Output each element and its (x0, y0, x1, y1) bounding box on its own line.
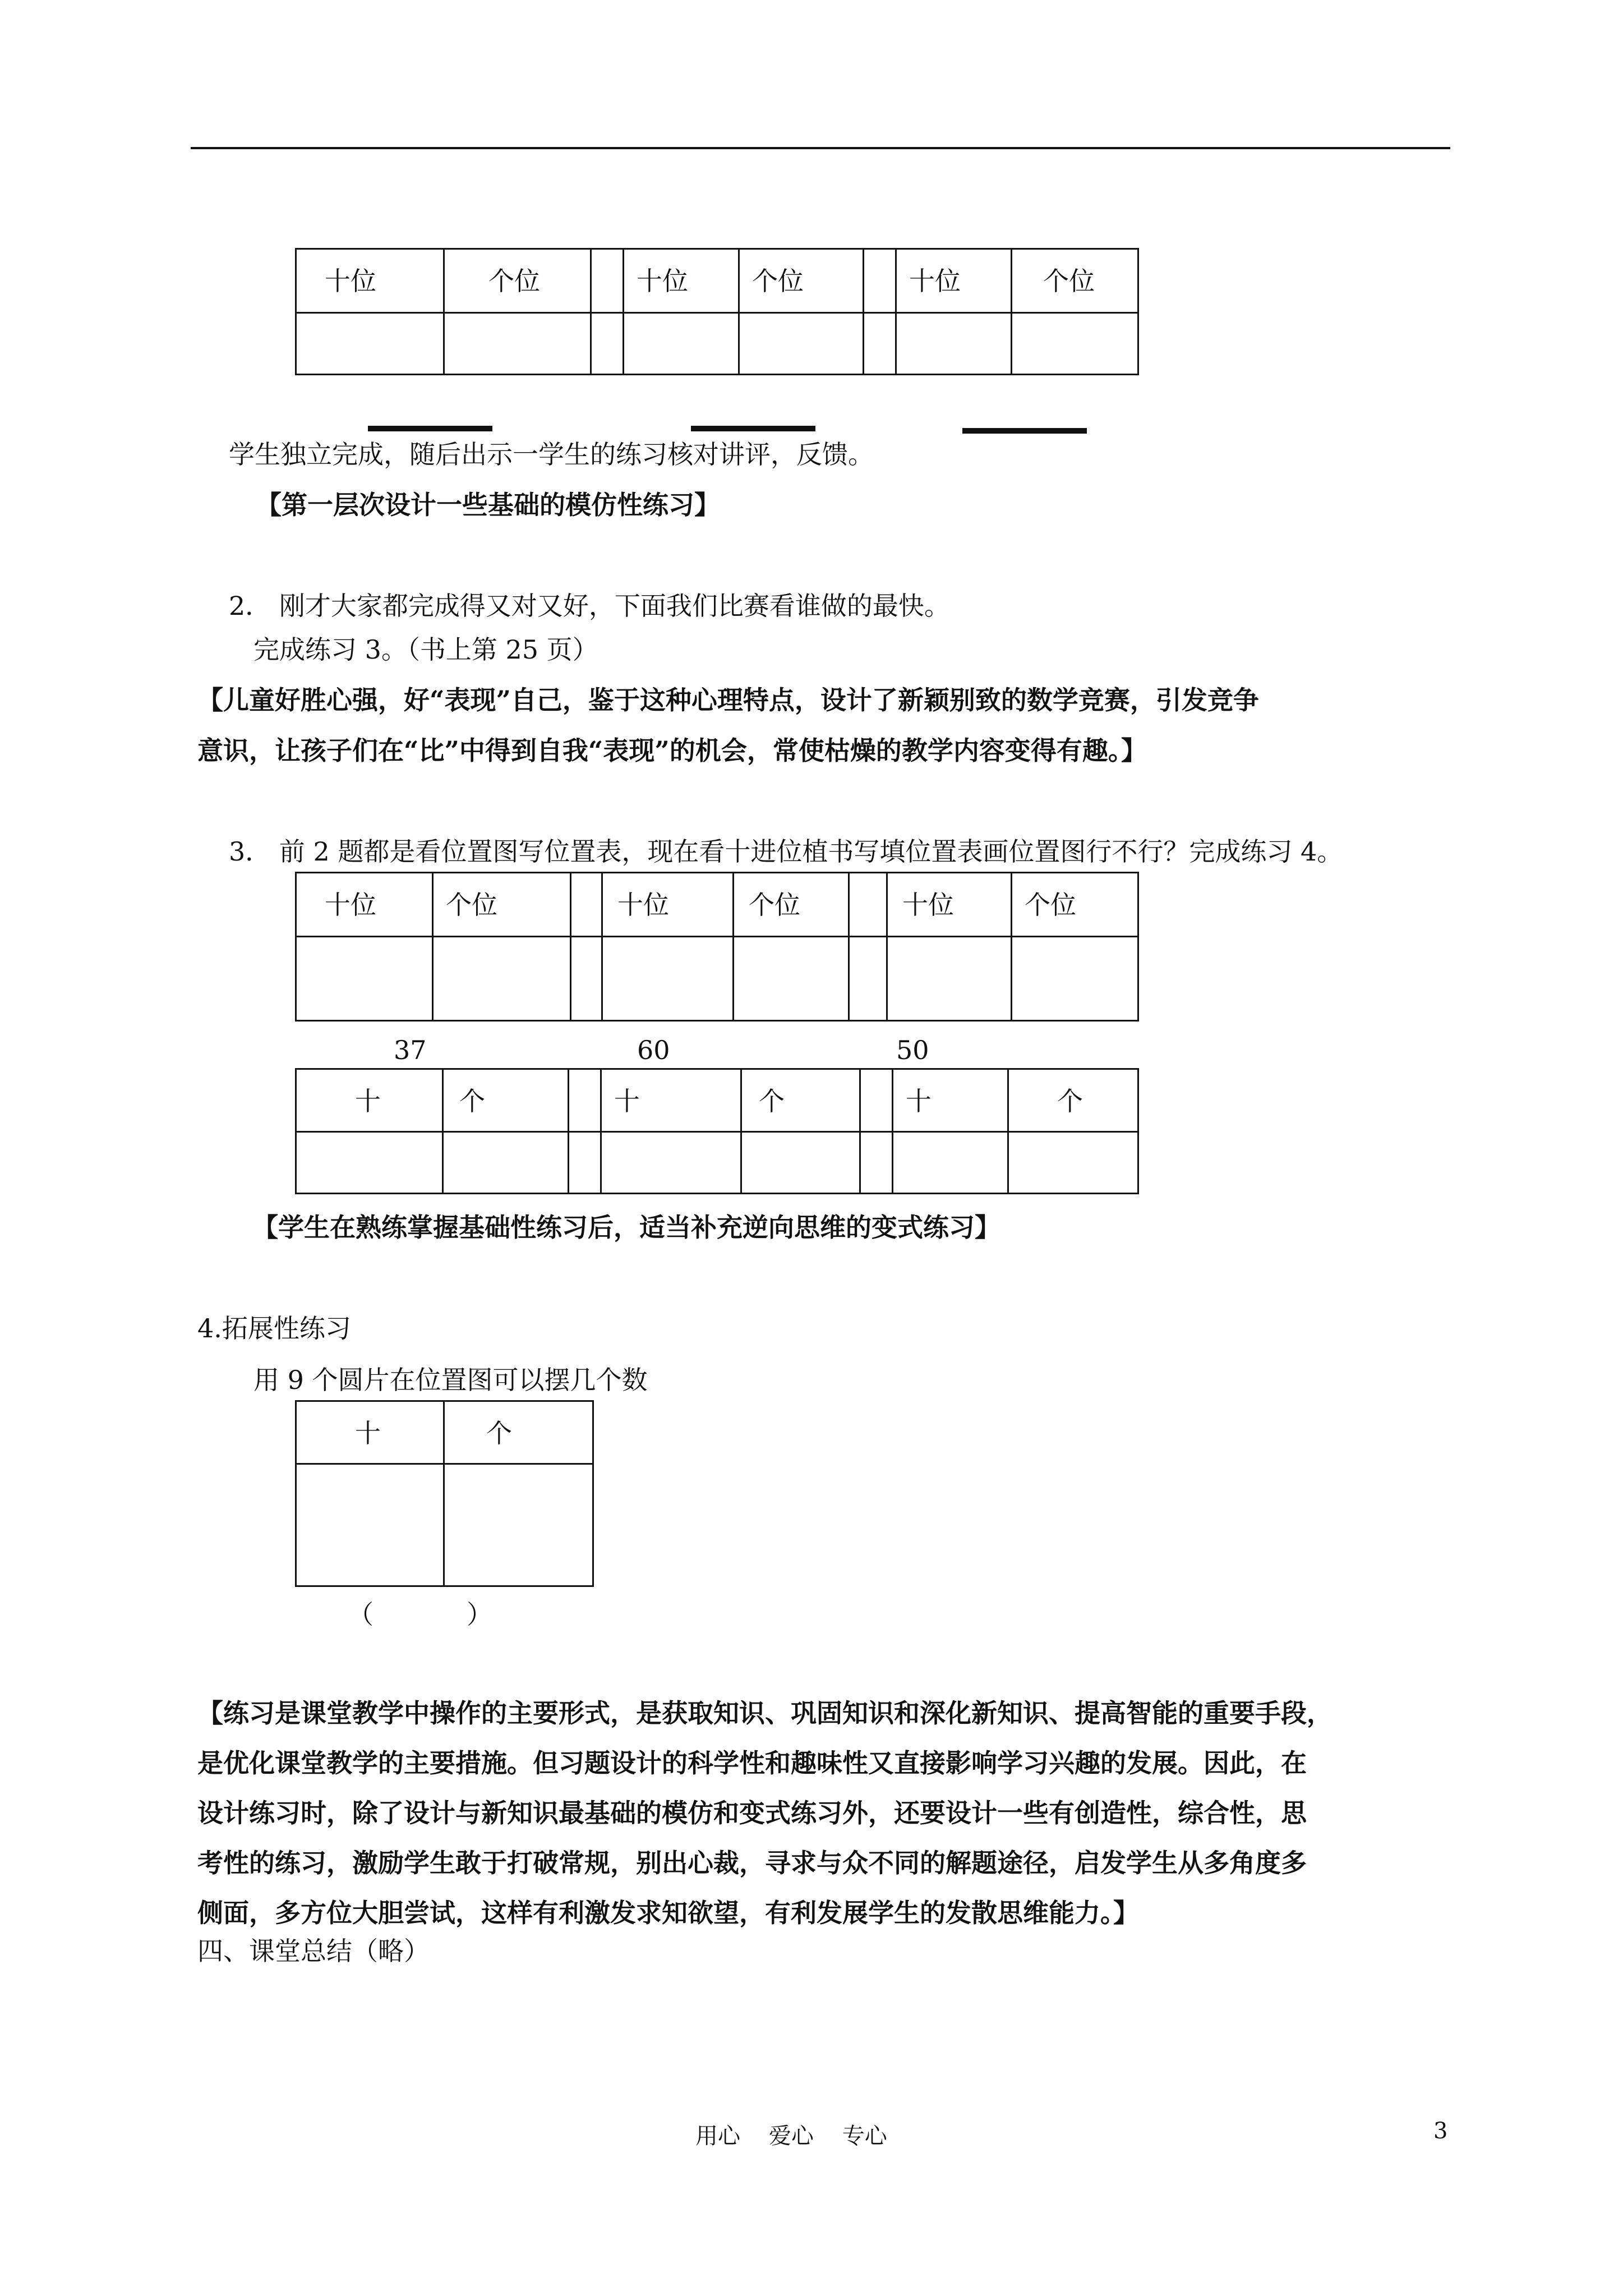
table-header-cell: 十位 (887, 873, 1012, 937)
table-divider-cell (571, 873, 602, 937)
table-empty-cell (296, 313, 444, 375)
table-empty-cell (893, 1132, 1008, 1194)
answer-blank-bar (368, 426, 492, 431)
table-empty-cell (624, 313, 739, 375)
teaching-note: 【学生在熟练掌握基础性练习后，适当补充逆向思维的变式练习】 (252, 1212, 1000, 1243)
table-header-cell: 个位 (1012, 873, 1138, 937)
footer-motto: 用心 爱心 专心 (695, 2123, 887, 2149)
table-empty-cell (296, 1464, 444, 1586)
answer-blank-bar (691, 426, 815, 431)
note-line: 【练习是课堂教学中操作的主要形式，是获取知识、巩固知识和深化新知识、提高智能的重要手段， (197, 1698, 1332, 1728)
table-header-cell: 个位 (734, 873, 849, 937)
place-value-table-3 (295, 1068, 1139, 1194)
number-label: 60 (637, 1035, 670, 1065)
table-empty-cell (296, 1132, 443, 1194)
note-line: 是优化课堂教学的主要措施。但习题设计的科学性和趣味性又直接影响学习兴趣的发展。因此，在 (197, 1748, 1307, 1778)
table-empty-cell (1008, 1132, 1138, 1194)
note-line: 设计练习时，除了设计与新知识最基础的模仿和变式练习外，还要设计一些有创造性，综合性，思 (197, 1798, 1307, 1828)
table-empty-cell (1012, 313, 1138, 375)
table-empty-cell (433, 937, 571, 1021)
table-empty-cell (601, 1132, 741, 1194)
teaching-note: 意识，让孩子们在“比”中得到自我“表现”的机会，常使枯燥的教学内容变得有趣。】 (197, 735, 1147, 766)
table-header-cell: 十位 (296, 873, 433, 937)
table-divider-cell (849, 873, 887, 937)
table-divider-cell (571, 937, 602, 1021)
table-divider-cell (864, 313, 896, 375)
table-header-cell: 个 (444, 1401, 593, 1464)
note-line: 侧面，多方位大胆尝试，这样有利激发求知欲望，有利发展学生的发散思维能力。】 (197, 1898, 1139, 1928)
table-divider-cell (591, 249, 624, 313)
place-value-table-2 (295, 872, 1139, 1022)
table-divider-cell (591, 313, 624, 375)
answer-paren-close: ） (467, 1599, 492, 1630)
table-empty-cell (602, 937, 734, 1021)
header-rule (191, 147, 1450, 149)
place-value-table-4 (295, 1400, 594, 1587)
table-empty-cell (296, 937, 433, 1021)
table-empty-cell (734, 937, 849, 1021)
table-empty-cell (739, 313, 864, 375)
exercise-2: 2． 刚才大家都完成得又对又好，下面我们比赛看谁做的最快。 (229, 591, 950, 621)
table-header-cell: 十 (601, 1069, 741, 1132)
exercise-3: 3． 前 2 题都是看位置图写位置表，现在看十进位植书写填位置表画位置图行不行？完成练习 4。 (229, 836, 1343, 867)
table-empty-cell (443, 1132, 569, 1194)
table-header-cell: 个位 (1012, 249, 1138, 313)
place-value-table-1 (295, 248, 1139, 375)
table-header-cell: 十 (893, 1069, 1008, 1132)
page-number: 3 (1433, 2118, 1448, 2144)
exercise-2-detail: 完成练习 3。（书上第 25 页） (253, 634, 598, 665)
answer-blank-bar (962, 428, 1087, 434)
table-header-cell: 十 (296, 1069, 443, 1132)
table-divider-cell (569, 1132, 601, 1194)
number-label: 50 (896, 1035, 929, 1065)
table-header-cell: 十位 (624, 249, 739, 313)
table-header-cell: 十 (296, 1401, 444, 1464)
table-empty-cell (887, 937, 1012, 1021)
table-header-cell: 个位 (433, 873, 571, 937)
teaching-note: 【儿童好胜心强，好“表现”自己，鉴于这种心理特点，设计了新颖别致的数学竞赛，引发竞争 (197, 685, 1259, 715)
table-header-cell: 个 (1008, 1069, 1138, 1132)
teaching-note: 【第一层次设计一些基础的模仿性练习】 (256, 490, 720, 520)
table-empty-cell (1012, 937, 1138, 1021)
answer-paren-open: （ (348, 1599, 374, 1630)
table-header-cell: 十位 (602, 873, 734, 937)
table-empty-cell (896, 313, 1012, 375)
table-header-cell: 十位 (296, 249, 444, 313)
exercise-4-detail: 用 9 个圆片在位置图可以摆几个数 (253, 1365, 648, 1395)
section-heading: 四、课堂总结（略） (197, 1936, 430, 1966)
table-header-cell: 个 (443, 1069, 569, 1132)
table-divider-cell (569, 1069, 601, 1132)
exercise-4: 4.拓展性练习 (197, 1313, 351, 1343)
teaching-note-paragraph (197, 1688, 1454, 1938)
table-header-cell: 个位 (444, 249, 591, 313)
table-divider-cell (864, 249, 896, 313)
table-empty-cell (444, 1464, 593, 1586)
instruction-line: 学生独立完成，随后出示一学生的练习核对讲评，反馈。 (229, 439, 874, 470)
table-header-cell: 个位 (739, 249, 864, 313)
table-empty-cell (444, 313, 591, 375)
table-header-cell: 个 (741, 1069, 860, 1132)
table-divider-cell (860, 1132, 893, 1194)
table-empty-cell (741, 1132, 860, 1194)
table-header-cell: 十位 (896, 249, 1012, 313)
note-line: 考性的练习，激励学生敢于打破常规，别出心裁，寻求与众不同的解题途径，启发学生从多角度多 (197, 1848, 1307, 1878)
table-divider-cell (860, 1069, 893, 1132)
table-divider-cell (849, 937, 887, 1021)
number-label: 37 (394, 1035, 427, 1065)
